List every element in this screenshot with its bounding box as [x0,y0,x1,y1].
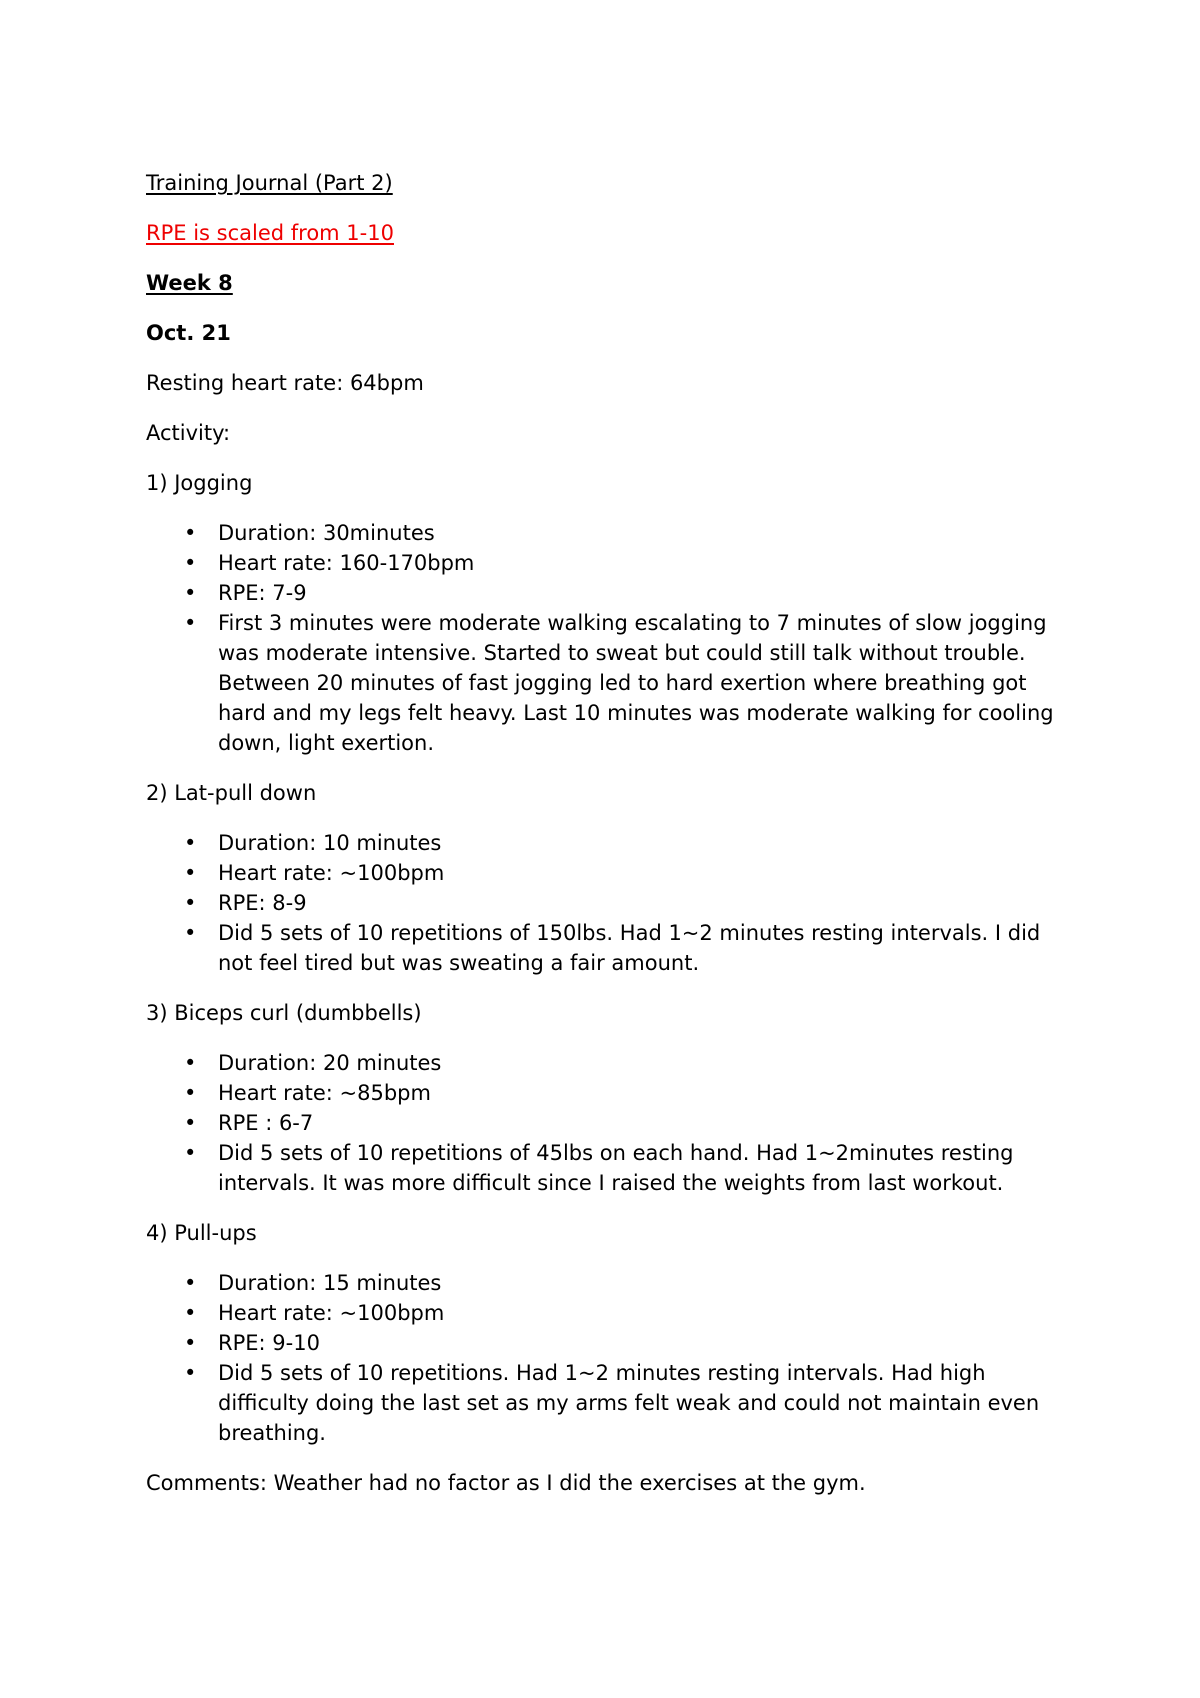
list-item: • Heart rate: ~85bpm [146,1078,1076,1108]
bullet-icon: • [184,921,197,945]
list-item: • Duration: 30minutes [146,518,1076,548]
bullet-icon: • [184,581,197,605]
list-item: • Duration: 10 minutes [146,828,1076,858]
activity-heading: 2) Lat-pull down [146,781,317,805]
activity-2 [146,778,1076,978]
bullet-icon: • [184,831,197,855]
bullet-icon: • [184,1111,197,1135]
activity-heading: 3) Biceps curl (dumbbells) [146,1001,422,1025]
activity-heading: 4) Pull-ups [146,1221,257,1245]
document-page [146,168,1076,1518]
activity-label: Activity: [146,421,231,445]
bullet-icon: • [184,521,197,545]
list-item: • Duration: 20 minutes [146,1048,1076,1078]
bullet-icon: • [184,611,197,635]
list-item: • First 3 minutes were moderate walking escalating to 7 minutes of slow jogging was moderate intensive. Started to sweat but could still talk without trouble. Between 20 minutes of fast jogging led to hard exertion where breathing got hard and my legs felt heavy. Last 10 minutes was moderate walking for cooling down, light exertion. [146,608,1076,758]
list-item: • RPE: 7-9 [146,578,1076,608]
rpe-note: RPE is scaled from 1-10 [146,221,394,245]
bullet-icon: • [184,1271,197,1295]
activity-3 [146,998,1076,1198]
bullet-icon: • [184,1331,197,1355]
bullet-icon: • [184,1051,197,1075]
list-item: • Did 5 sets of 10 repetitions of 150lbs. Had 1~2 minutes resting intervals. I did not feel tired but was sweating a fair amount. [146,918,1076,978]
date-heading: Oct. 21 [146,321,231,345]
bullet-icon: • [184,551,197,575]
activity-1 [146,468,1076,758]
list-item: • RPE: 9-10 [146,1328,1076,1358]
bullet-icon: • [184,1301,197,1325]
list-item: • Did 5 sets of 10 repetitions. Had 1~2 minutes resting intervals. Had high difficulty doing the last set as my arms felt weak and could not maintain even breathing. [146,1358,1076,1448]
resting-heart-rate: Resting heart rate: 64bpm [146,371,424,395]
list-item: • Did 5 sets of 10 repetitions of 45lbs on each hand. Had 1~2minutes resting intervals. It was more difficult since I raised the weights from last workout. [146,1138,1076,1198]
list-item: • RPE: 8-9 [146,888,1076,918]
comments: Comments: Weather had no factor as I did the exercises at the gym. [146,1471,866,1495]
document-title: Training Journal (Part 2) [146,171,393,195]
activity-details-list [146,1268,1076,1448]
activity-details-list [146,828,1076,978]
bullet-icon: • [184,1141,197,1165]
activity-4 [146,1218,1076,1448]
bullet-icon: • [184,861,197,885]
list-item: • Heart rate: ~100bpm [146,858,1076,888]
bullet-icon: • [184,1081,197,1105]
list-item: • Duration: 15 minutes [146,1268,1076,1298]
activity-details-list [146,518,1076,758]
bullet-icon: • [184,891,197,915]
list-item: • RPE : 6-7 [146,1108,1076,1138]
activity-details-list [146,1048,1076,1198]
activity-heading: 1) Jogging [146,471,253,495]
week-heading: Week 8 [146,271,233,295]
bullet-icon: • [184,1361,197,1385]
list-item: • Heart rate: ~100bpm [146,1298,1076,1328]
list-item: • Heart rate: 160-170bpm [146,548,1076,578]
